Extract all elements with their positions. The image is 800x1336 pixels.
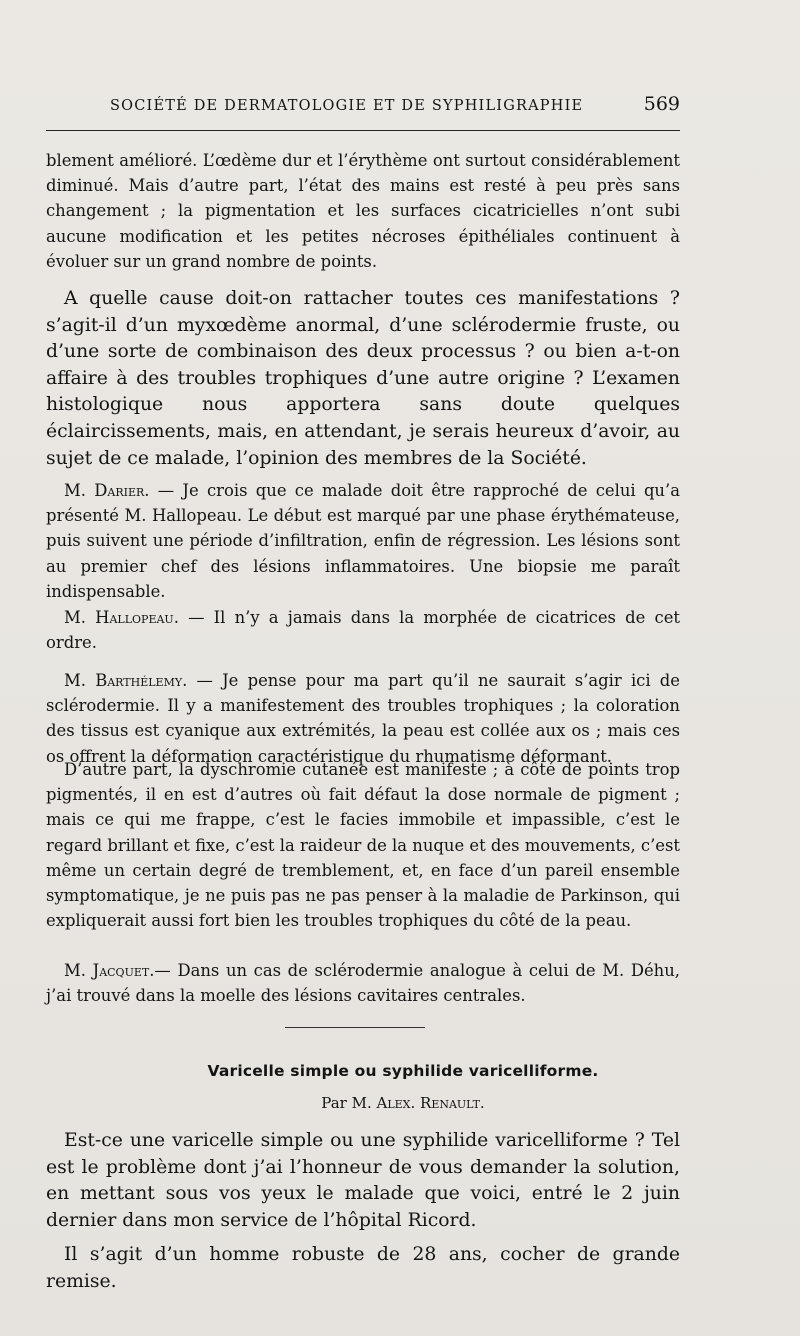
- paragraph-jacquet: [46, 958, 680, 1008]
- speaker-name: M. Barthélemy.: [64, 671, 188, 690]
- paragraph-text: Est-ce une varicelle simple ou une syphilide varicelliforme ? Tel est le problème dont j’ai l’honneur de vous demander la solution, en mettant sous vos yeux le malade que voici, entré le 2 juin dernier dans mon service de l’hôpital Ricord.: [46, 1130, 680, 1231]
- paragraph-text: blement amélioré. L’œdème dur et l’érythème ont surtout considérablement diminué. Mais d’autre part, l’état des mains est resté à peu près sans changement ; la pigmentation et les surfaces cicatricielles n’ont subi aucune modification et les petites nécroses épithéliales continuent à évoluer sur un grand nombre de points.: [46, 151, 680, 271]
- paragraph-dyschromie: [46, 757, 680, 933]
- running-header: [110, 93, 680, 115]
- paragraph-question: [46, 286, 680, 472]
- paragraph-text: — Je crois que ce malade doit être rapproché de celui qu’a présenté M. Hallopeau. Le début est marqué par une phase érythémateuse, puis suivent une période d’infiltration, enfin de régression. Les lésions sont au premier chef des lésions inflammatoires. Une biopsie me paraît indispensable.: [46, 481, 680, 601]
- paragraph-continuation: [46, 148, 680, 274]
- paragraph-text: A quelle cause doit-on rattacher toutes ces manifestations ? s’agit-il d’un myxœdème anormal, d’une sclérodermie fruste, ou d’une sorte de combinaison des deux processus ? ou bien a-t-on affaire à des troubles trophiques d’une autre origine ? L’examen histologique nous apportera sans doute quelques éclaircissements, mais, en attendant, je serais heureux d’avoir, au sujet de ce malade, l’opinion des membres de la Société.: [46, 288, 680, 469]
- speaker-name: M. Jacquet.: [64, 961, 155, 980]
- paragraph-text: Il s’agit d’un homme robuste de 28 ans, cocher de grande remise.: [46, 1244, 680, 1292]
- paragraph-hallopeau: [46, 605, 680, 655]
- paragraph-varicelle-intro: [46, 1128, 680, 1234]
- paragraph-text: — Il n’y a jamais dans la morphée de cicatrices de cet ordre.: [46, 608, 680, 653]
- header-rule: [46, 130, 680, 131]
- paragraph-barthelemy: [46, 668, 680, 769]
- section-title: Varicelle simple ou syphilide varicelliforme.: [207, 1062, 599, 1080]
- paragraph-text: — Dans un cas de sclérodermie analogue à celui de M. Déhu, j’ai trouvé dans la moelle des lésions cavitaires centrales.: [46, 961, 681, 1006]
- speaker-name: M. Darier.: [64, 481, 150, 500]
- section-divider: [285, 1027, 425, 1028]
- page-number: 569: [643, 93, 680, 115]
- paragraph-text: D’autre part, la dyschromie cutanée est manifeste ; à côté de points trop pigmentés, il en est d’autres où fait défaut la dose normale de pigment ; mais ce qui me frappe, c’est le facies immobile et impassible, c’est le regard brillant et fixe, c’est la raideur de la nuque et des mouvements, c’est même un certain degré de tremblement, et, en face d’un pareil ensemble symptomatique, je ne puis pas ne pas penser à la maladie de Parkinson, qui expliquerait aussi fort bien les troubles trophiques du côté de la peau.: [46, 760, 680, 931]
- byline: [46, 1094, 760, 1112]
- byline-author: M. Alex. Renault.: [351, 1094, 485, 1112]
- byline-prefix: Par: [321, 1094, 352, 1112]
- speaker-name: M. Hallopeau.: [64, 608, 179, 627]
- running-title: SOCIÉTÉ DE DERMATOLOGIE ET DE SYPHILIGRAPHIE: [110, 98, 584, 114]
- paragraph-patient: [46, 1242, 680, 1295]
- paragraph-darier: [46, 478, 680, 604]
- paragraph-text: — Je pense pour ma part qu’il ne saurait s’agir ici de sclérodermie. Il y a manifestement des troubles trophiques ; la coloration des tissus est cyanique aux extrémités, la peau est collée aux os ; mais ces os offrent la déformation caractéristique du rhumatisme déformant.: [46, 671, 680, 766]
